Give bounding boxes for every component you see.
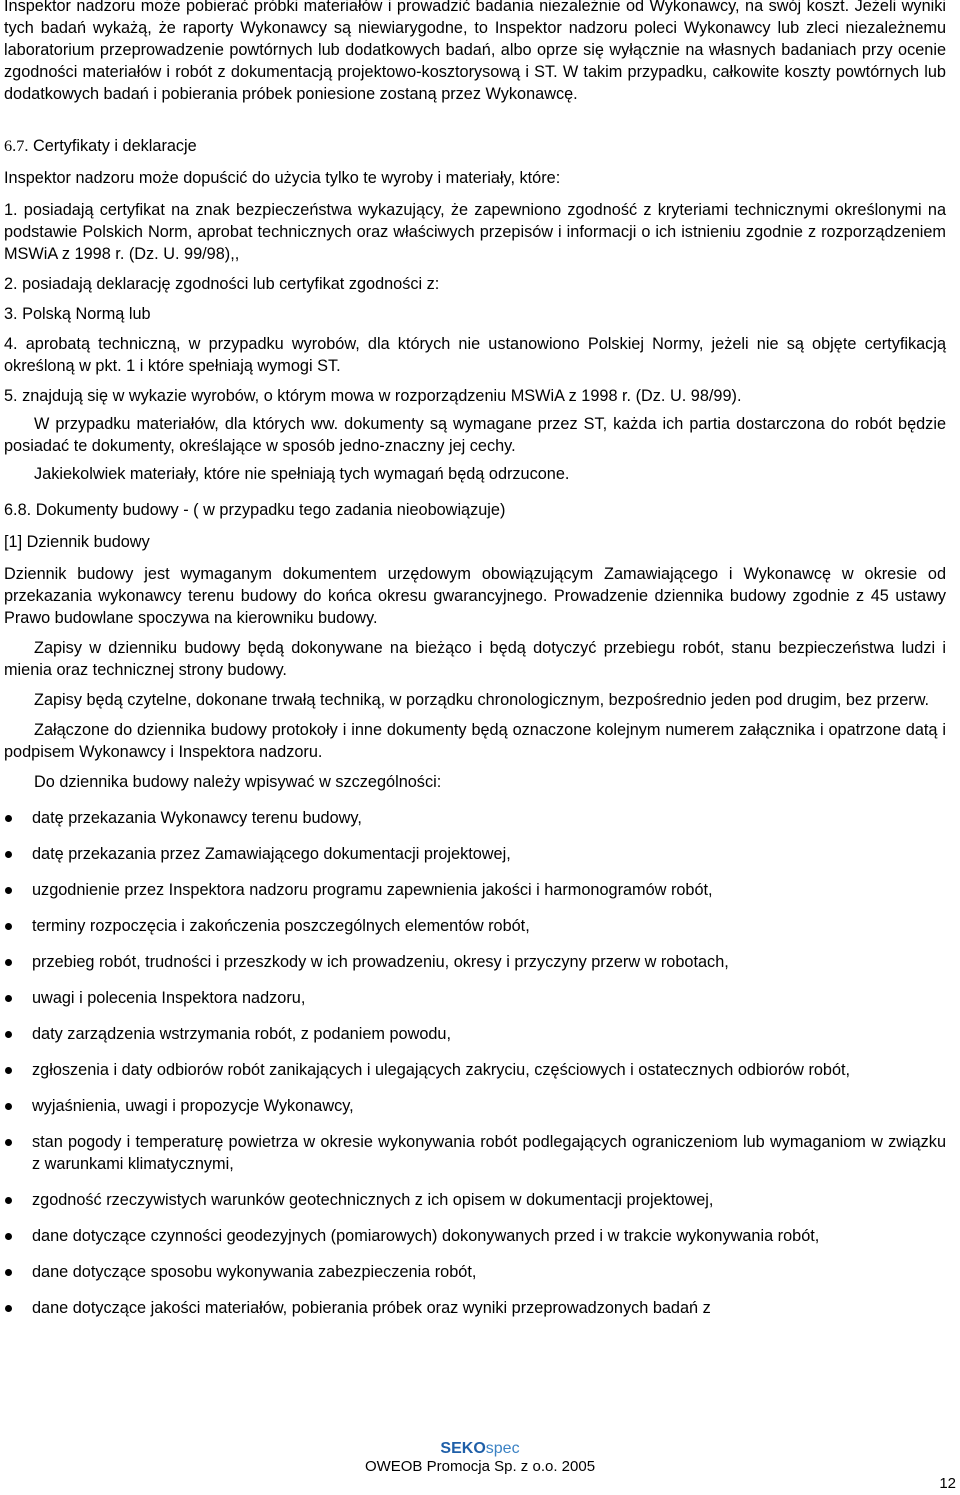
list-item-text: uwagi i polecenia Inspektora nadzoru, bbox=[32, 989, 306, 1007]
paragraph-attachments: Załączone do dziennika budowy protokoły i inne dokumenty będą oznaczone kolejnym numerem załącznika i opatrzone datą i podpisem Wykonawcy i Inspektora nadzoru. bbox=[4, 721, 946, 761]
logo-text-secondary: spec bbox=[485, 1440, 520, 1457]
bullet-icon bbox=[5, 1233, 12, 1240]
bullet-icon bbox=[5, 1139, 12, 1146]
list-item bbox=[4, 1095, 946, 1117]
list-item-text: uzgodnienie przez Inspektora nadzoru programu zapewnienia jakości i harmonogramów robót, bbox=[32, 881, 713, 899]
list-item-text: daty zarządzenia wstrzymania robót, z podaniem powodu, bbox=[32, 1025, 452, 1043]
section-6-7-heading bbox=[4, 135, 946, 157]
list-item-text: datę przekazania Wykonawcy terenu budowy, bbox=[32, 809, 362, 827]
paragraph-diary-entries: Zapisy w dzienniku budowy będą dokonywane na bieżąco i będą dotyczyć przebiegu robót, stanu bezpieczeństwa ludzi i mienia oraz technicznej strony budowy. bbox=[4, 639, 946, 679]
company-logo bbox=[0, 1440, 960, 1458]
document-body bbox=[4, 0, 946, 1333]
list-item-text: zgłoszenia i daty odbiorów robót zanikających i ulegających zakryciu, częściowych i ostatecznych odbiorów robót, bbox=[32, 1061, 851, 1079]
bullet-icon bbox=[5, 815, 12, 822]
list-item bbox=[4, 1059, 946, 1081]
page-footer bbox=[0, 1440, 960, 1476]
list-item-4: 4. aprobatą techniczną, w przypadku wyrobów, dla których nie ustanowiono Polskiej Normy, jeżeli nie są objęte certyfikacją określoną w pkt. 1 i które spełniają wymogi ST. bbox=[4, 335, 946, 375]
list-item-text: datę przekazania przez Zamawiającego dokumentacji projektowej, bbox=[32, 845, 511, 863]
list-item-5: 5. znajdują się w wykazie wyrobów, o którym mowa w rozporządzeniu MSWiA z 1998 r. (Dz. U. 98/99). bbox=[4, 387, 742, 405]
bullet-icon bbox=[5, 1197, 12, 1204]
list-item-1: 1. posiadają certyfikat na znak bezpieczeństwa wykazujący, że zapewniono zgodność z kryteriami technicznymi określonymi na podstawie Polskich Norm, aprobat technicznych oraz właściwych przepisów i informacji o ich istnieniu zgodnie z rozporządzeniem MSWiA z 1998 r. (Dz. U. 99/98),, bbox=[4, 201, 946, 263]
section-6-8-heading bbox=[4, 499, 946, 521]
list-item-3: 3. Polską Normą lub bbox=[4, 305, 151, 323]
list-item-text: przebieg robót, trudności i przeszkody w ich prowadzeniu, okresy i przyczyny przerw w robotach, bbox=[32, 953, 729, 971]
list-item bbox=[4, 1261, 946, 1283]
paragraph-entries-readable: Zapisy będą czytelne, dokonane trwałą techniką, w porządku chronologicznym, bezpośrednio jeden pod drugim, bez przerw. bbox=[34, 691, 930, 709]
list-item bbox=[4, 987, 946, 1009]
list-item-2: 2. posiadają deklarację zgodności lub certyfikat zgodności z: bbox=[4, 275, 440, 293]
list-item bbox=[4, 951, 946, 973]
paragraph-diary-list-intro: Do dziennika budowy należy wpisywać w szczególności: bbox=[34, 773, 442, 791]
list-item-text: zgodność rzeczywistych warunków geotechnicznych z ich opisem w dokumentacji projektowej, bbox=[32, 1191, 714, 1209]
subsection-heading: [1] Dziennik budowy bbox=[4, 533, 150, 551]
section-number: 6.8. bbox=[4, 501, 32, 519]
page-number: 12 bbox=[939, 1475, 956, 1492]
paragraph-material-docs: W przypadku materiałów, dla których ww. dokumenty są wymagane przez ST, każda ich partia dostarczona do robót będzie posiadać te dokumenty, określające w sposób jedno-znaczny jej cechy. bbox=[4, 415, 946, 455]
bullet-icon bbox=[5, 851, 12, 858]
bullet-icon bbox=[5, 1031, 12, 1038]
list-item bbox=[4, 843, 946, 865]
list-item-text: wyjaśnienia, uwagi i propozycje Wykonawcy, bbox=[32, 1097, 354, 1115]
bullet-icon bbox=[5, 959, 12, 966]
section-number: 6.7. bbox=[4, 136, 29, 155]
list-item bbox=[4, 1297, 946, 1319]
bullet-icon bbox=[5, 1103, 12, 1110]
paragraph-diary-definition: Dziennik budowy jest wymaganym dokumentem urzędowym obowiązującym Zamawiającego i Wykonawcę w okresie od przekazania wykonawcy terenu budowy do końca okresu gwarancyjnego. Prowadzenie dziennika budowy zgodnie z 45 ustawy Prawo budowlane spoczywa na kierowniku budowy. bbox=[4, 565, 946, 627]
bullet-icon bbox=[5, 995, 12, 1002]
list-item-text: dane dotyczące jakości materiałów, pobierania próbek oraz wyniki przeprowadzonych badań z bbox=[32, 1299, 711, 1317]
list-item bbox=[4, 1023, 946, 1045]
company-name: OWEOB Promocja Sp. z o.o. 2005 bbox=[364, 1458, 596, 1475]
bullet-icon bbox=[5, 923, 12, 930]
list-item bbox=[4, 1189, 946, 1211]
list-item bbox=[4, 1131, 946, 1175]
list-item bbox=[4, 1225, 946, 1247]
list-item-text: terminy rozpoczęcia i zakończenia poszczególnych elementów robót, bbox=[32, 917, 530, 935]
diary-entry-list bbox=[4, 807, 946, 1319]
paragraph-lab-tests: Inspektor nadzoru może pobierać próbki materiałów i prowadzić badania niezależnie od Wykonawcy, na swój koszt. Jeżeli wyniki tych badań wykażą, że raporty Wykonawcy są niewiarygodne, to Inspektor nadzoru poleci Wykonawcy lub zleci niezależnemu laboratorium przeprowadzenie powtórnych lub dodatkowych badań, albo oprze się wyłącznie na własnych badaniach przy ocenie zgodności materiałów i robót z dokumentacją projektowo-kosztorysową i ST. W takim przypadku, całkowite koszty powtórnych lub dodatkowych badań i pobierania próbek poniesione zostaną przez Wykonawcę. bbox=[4, 0, 946, 103]
list-item bbox=[4, 879, 946, 901]
list-item bbox=[4, 915, 946, 937]
logo-text-primary: SEKO bbox=[440, 1440, 486, 1457]
paragraph-rejected-materials: Jakiekolwiek materiały, które nie spełniają tych wymagań będą odrzucone. bbox=[34, 465, 570, 483]
bullet-icon bbox=[5, 1269, 12, 1276]
section-title: Dokumenty budowy - ( w przypadku tego zadania nieobowiązuje) bbox=[35, 501, 506, 519]
bullet-icon bbox=[5, 1067, 12, 1074]
bullet-icon bbox=[5, 887, 12, 894]
section-6-7-intro: Inspektor nadzoru może dopuścić do użycia tylko te wyroby i materiały, które: bbox=[4, 169, 561, 187]
list-item-text: dane dotyczące sposobu wykonywania zabezpieczenia robót, bbox=[32, 1263, 477, 1281]
bullet-icon bbox=[5, 1305, 12, 1312]
list-item-text: dane dotyczące czynności geodezyjnych (pomiarowych) dokonywanych przed i w trakcie wykonywania robót, bbox=[32, 1227, 820, 1245]
list-item-text: stan pogody i temperaturę powietrza w okresie wykonywania robót podlegających ograniczeniom lub wymaganiom w związku z warunkami klimatycznymi, bbox=[32, 1133, 946, 1173]
section-title: Certyfikaty i deklaracje bbox=[32, 137, 197, 155]
list-item bbox=[4, 807, 946, 829]
